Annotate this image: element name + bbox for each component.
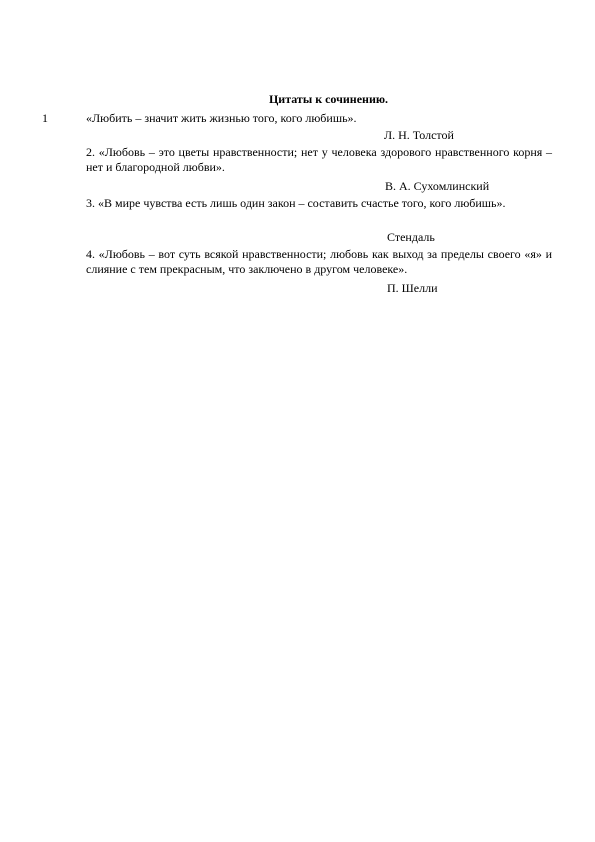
quote-4-author: П. Шелли — [387, 281, 438, 295]
quote-2-text: 2. «Любовь – это цветы нравственности; нет у человека здорового нравственного корня – нет и благородной любви». — [86, 145, 552, 174]
quote-1-author: Л. Н. Толстой — [384, 128, 454, 142]
quote-3-author: Стендаль — [387, 230, 435, 244]
document-title: Цитаты к сочинению. — [268, 92, 389, 106]
quote-3-text: 3. «В мире чувства есть лишь один закон – составить счастье того, кого любишь». — [86, 196, 506, 210]
quote-2-author: В. А. Сухомлинский — [385, 179, 490, 193]
quote-1-text: «Любить – значит жить жизнью того, кого любишь». — [86, 111, 357, 125]
quote-1-number: 1 — [42, 111, 48, 125]
quote-4-text: 4. «Любовь – вот суть всякой нравственности; любовь как выход за пределы своего «я» и слияние с тем прекрасным, что заключено в другом человеке». — [86, 247, 552, 276]
